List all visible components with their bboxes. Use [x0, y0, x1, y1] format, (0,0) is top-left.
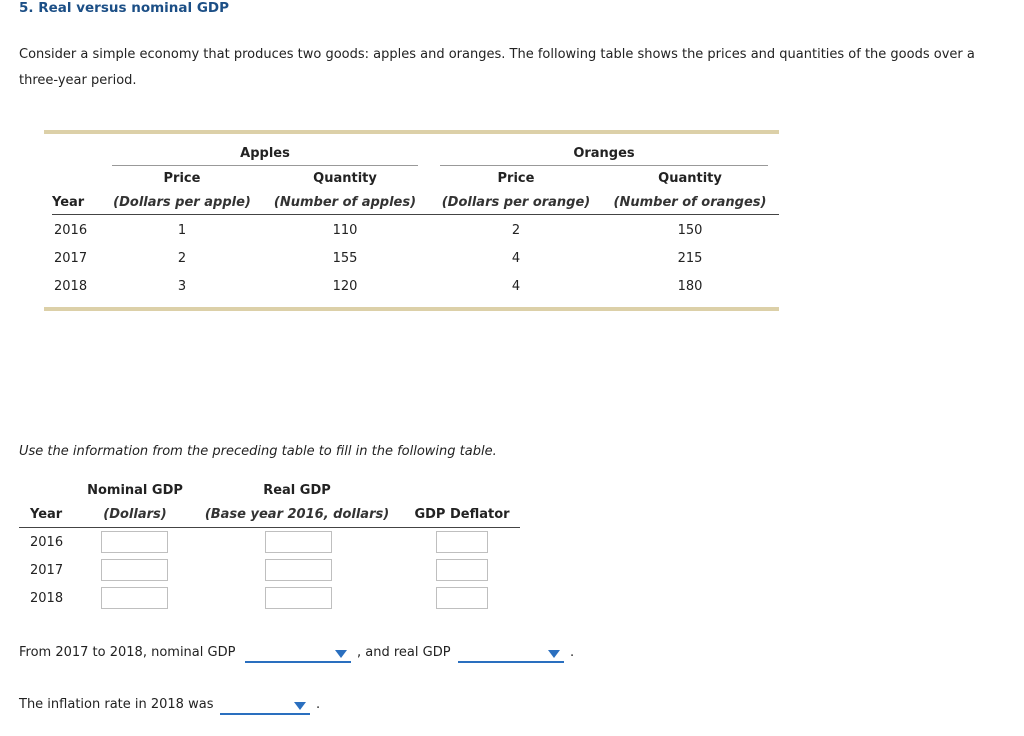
- intro-text: Consider a simple economy that produces two goods: apples and oranges. The following table shows the prices and quantities of the goods over a three-year period.: [19, 47, 975, 88]
- row-year: 2018: [54, 279, 88, 294]
- nominal-gdp-2018-input[interactable]: [101, 587, 168, 609]
- cell-orange-price: 4: [511, 279, 521, 294]
- orange-quantity-unit: (Number of oranges): [613, 195, 767, 210]
- orange-price-header: Price: [497, 171, 535, 186]
- instruction-text: Use the information from the preceding table to fill in the following table.: [19, 444, 497, 459]
- apple-price-header: Price: [163, 171, 201, 186]
- gdp-deflator-2016-input[interactable]: [436, 531, 488, 553]
- cell-orange-qty: 180: [677, 279, 703, 294]
- chevron-down-icon: [548, 650, 560, 658]
- real-gdp-change-dropdown[interactable]: [458, 645, 564, 663]
- row-year: 2017: [54, 251, 88, 266]
- orange-quantity-header: Quantity: [658, 171, 722, 186]
- gdp-deflator-2018-input[interactable]: [436, 587, 488, 609]
- nominal-gdp-change-dropdown[interactable]: [245, 645, 351, 663]
- real-gdp-2016-input[interactable]: [265, 531, 332, 553]
- cell-apple-price: 3: [177, 279, 187, 294]
- oranges-group-header: Oranges: [573, 146, 635, 161]
- apples-group-rule: [112, 165, 418, 166]
- cell-apple-price: 1: [177, 223, 187, 238]
- chevron-down-icon: [294, 702, 306, 710]
- inflation-rate-dropdown[interactable]: [220, 697, 310, 715]
- table-top-border: [44, 130, 779, 134]
- row-year: 2016: [54, 223, 88, 238]
- nominal-gdp-header: Nominal GDP: [87, 483, 183, 498]
- apple-quantity-unit: (Number of apples): [273, 195, 417, 210]
- q2-prefix: The inflation rate in 2018 was: [19, 697, 214, 712]
- oranges-group-rule: [440, 165, 768, 166]
- year-header: Year: [30, 507, 63, 522]
- page-title: 5. Real versus nominal GDP: [19, 0, 230, 16]
- nominal-gdp-2017-input[interactable]: [101, 559, 168, 581]
- cell-orange-price: 2: [511, 223, 521, 238]
- apple-quantity-header: Quantity: [313, 171, 377, 186]
- real-gdp-header: Real GDP: [263, 483, 331, 498]
- q1-suffix: .: [570, 645, 575, 660]
- real-gdp-unit: (Base year 2016, dollars): [204, 507, 390, 522]
- cell-apple-qty: 110: [332, 223, 358, 238]
- apple-price-unit: (Dollars per apple): [113, 195, 251, 210]
- real-gdp-2018-input[interactable]: [265, 587, 332, 609]
- cell-orange-qty: 150: [677, 223, 703, 238]
- cell-orange-price: 4: [511, 251, 521, 266]
- cell-apple-qty: 120: [332, 279, 358, 294]
- q1-prefix: From 2017 to 2018, nominal GDP: [19, 645, 236, 660]
- orange-price-unit: (Dollars per orange): [441, 195, 591, 210]
- cell-apple-price: 2: [177, 251, 187, 266]
- q2-suffix: .: [316, 697, 321, 712]
- cell-orange-qty: 215: [677, 251, 703, 266]
- row-year: 2018: [30, 591, 64, 606]
- gdp-deflator-2017-input[interactable]: [436, 559, 488, 581]
- nominal-gdp-2016-input[interactable]: [101, 531, 168, 553]
- nominal-gdp-unit: (Dollars): [103, 507, 167, 522]
- cell-apple-qty: 155: [332, 251, 358, 266]
- real-gdp-2017-input[interactable]: [265, 559, 332, 581]
- year-header: Year: [52, 195, 85, 210]
- apples-group-header: Apples: [240, 146, 290, 161]
- q1-middle: , and real GDP: [357, 645, 451, 660]
- table-bottom-border: [44, 307, 779, 311]
- header-rule: [52, 214, 779, 215]
- header-rule: [19, 527, 520, 528]
- gdp-deflator-header: GDP Deflator: [414, 507, 510, 522]
- row-year: 2016: [30, 535, 64, 550]
- chevron-down-icon: [335, 650, 347, 658]
- row-year: 2017: [30, 563, 64, 578]
